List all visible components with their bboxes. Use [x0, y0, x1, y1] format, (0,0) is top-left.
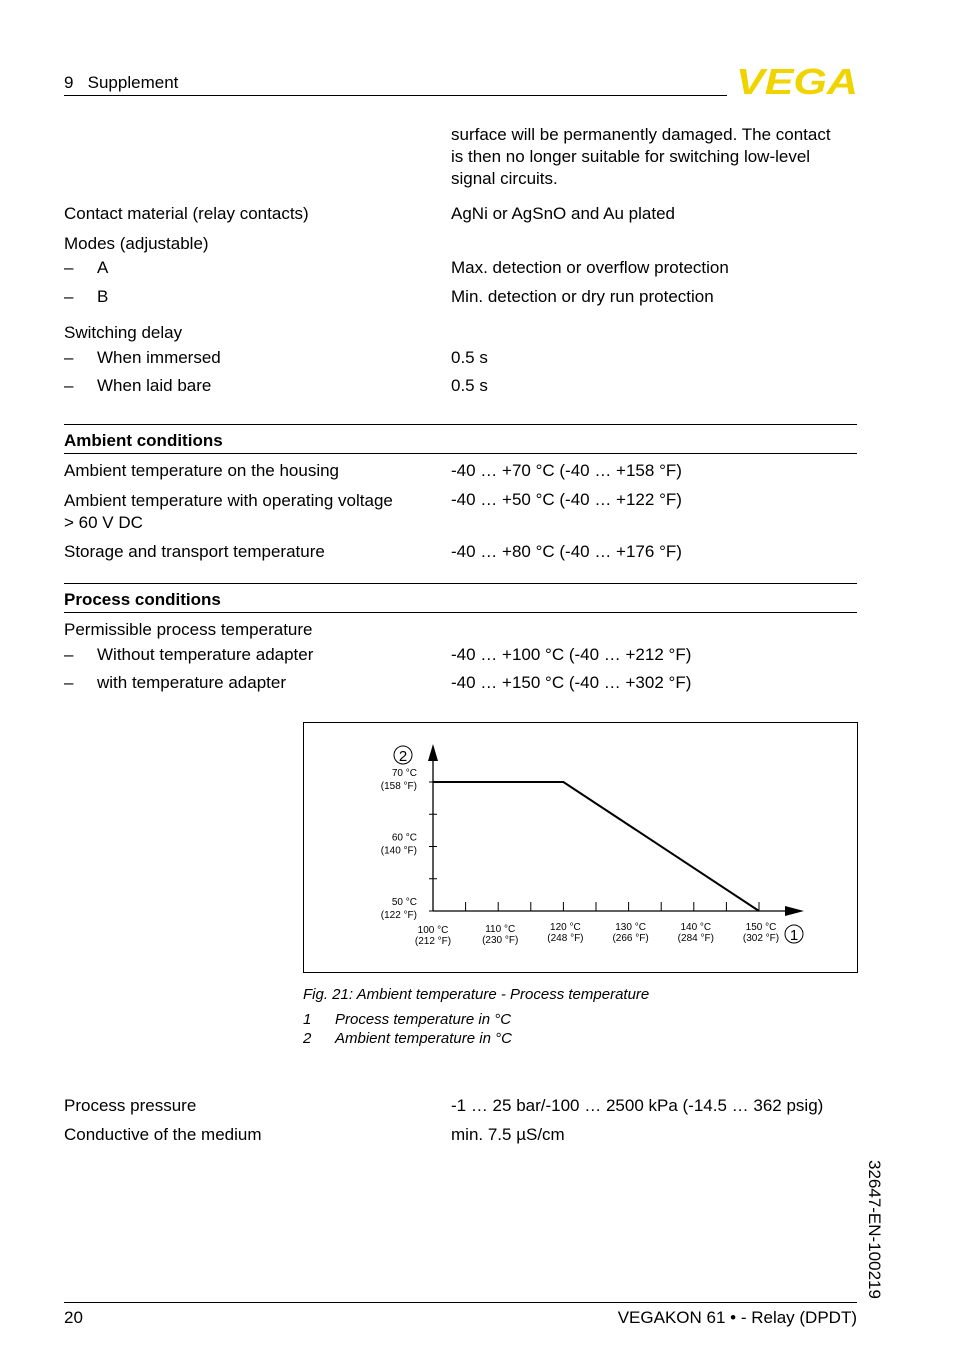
legend-num: 2	[303, 1030, 312, 1047]
section-rule	[64, 612, 857, 613]
delay-dash: –	[64, 376, 74, 395]
intro-line: is then no longer suitable for switching low-level	[451, 147, 811, 166]
permissible-label: Permissible process temperature	[64, 620, 313, 639]
ambient-heading: Ambient conditions	[64, 431, 223, 450]
x-tick-label: (248 °F)	[547, 933, 584, 944]
x-tick-label: (302 °F)	[742, 933, 780, 944]
mode-b-value: Min. detection or dry run protection	[451, 287, 714, 306]
ambient-voltage-line: Ambient temperature with operating voltage	[64, 491, 393, 510]
vega-logo	[736, 66, 858, 96]
y-axis-arrow	[428, 744, 438, 761]
x-tick-label: 100 °C	[417, 925, 449, 936]
footer-doc-title: VEGAKON 61 • - Relay (DPDT)	[617, 1308, 857, 1327]
modes-label: Modes (adjustable)	[64, 234, 209, 253]
conductivity-label: Conductive of the medium	[64, 1125, 262, 1144]
chapter-number: 9	[64, 73, 74, 92]
chapter-heading	[64, 73, 178, 93]
section-rule	[64, 453, 857, 454]
contact-material-label: Contact material (relay contacts)	[64, 204, 309, 223]
mode-b-label: B	[97, 287, 109, 306]
intro-line: signal circuits.	[451, 169, 558, 188]
legend-text: Ambient temperature in °C	[335, 1030, 512, 1047]
chapter-title: Supplement	[87, 73, 179, 92]
switching-delay-label: Switching delay	[64, 323, 183, 342]
storage-temp-value: -40 … +80 °C (-40 … +176 °F)	[451, 542, 682, 561]
legend-text: Process temperature in °C	[335, 1011, 512, 1028]
mode-a-value: Max. detection or overflow protection	[451, 258, 729, 277]
delay-bare-label: When laid bare	[97, 376, 212, 395]
ambient-voltage-label	[64, 490, 393, 534]
ambient-voltage-line: > 60 V DC	[64, 513, 143, 532]
x-tick-label: (266 °F)	[612, 933, 649, 944]
delay-dash: –	[64, 348, 74, 367]
ambient-voltage-value: -40 … +50 °C (-40 … +122 °F)	[451, 490, 682, 509]
storage-temp-label: Storage and transport temperature	[64, 542, 325, 561]
document-code-text: 32647-EN-100219	[865, 1160, 884, 1299]
delay-immersed-value: 0.5 s	[451, 348, 488, 367]
conductivity-value: min. 7.5 µS/cm	[451, 1125, 565, 1144]
process-pressure-label: Process pressure	[64, 1096, 197, 1115]
y-tick-label: (122 °F)	[380, 910, 417, 921]
delay-immersed-label: When immersed	[97, 348, 221, 367]
x-axis-arrow	[785, 906, 804, 916]
figure-frame	[303, 722, 858, 973]
ambient-housing-value: -40 … +70 °C (-40 … +158 °F)	[451, 461, 682, 480]
page-number: 20	[64, 1308, 83, 1327]
legend-num: 1	[303, 1011, 312, 1028]
mode-dash: –	[64, 287, 74, 306]
y-tick-label: (140 °F)	[380, 845, 417, 857]
document-code	[865, 1160, 896, 1310]
footer-rule	[64, 1302, 857, 1303]
x-tick-label: (284 °F)	[677, 933, 714, 944]
mode-a-label: A	[97, 258, 109, 277]
x-tick-label: 140 °C	[680, 922, 712, 933]
x-tick-label: (230 °F)	[482, 935, 519, 946]
x-tick-label: 150 °C	[745, 922, 777, 933]
x-tick-label: 130 °C	[615, 922, 646, 933]
x-axis-marker: 1	[789, 927, 799, 944]
header-rule	[64, 95, 727, 96]
section-rule	[64, 424, 857, 425]
x-tick-label: 120 °C	[550, 922, 581, 933]
temp-dash: –	[64, 673, 74, 692]
figure-caption: Fig. 21: Ambient temperature - Process temperature	[303, 986, 650, 1003]
y-tick-label: 60 °C	[391, 832, 417, 844]
with-adapter-value: -40 … +150 °C (-40 … +302 °F)	[451, 673, 692, 692]
ambient-housing-label: Ambient temperature on the housing	[64, 461, 340, 480]
derating-line	[433, 782, 759, 911]
with-adapter-label: with temperature adapter	[97, 673, 286, 692]
temperature-derating-chart	[304, 723, 857, 972]
without-adapter-value: -40 … +100 °C (-40 … +212 °F)	[451, 645, 692, 664]
x-tick-label: (212 °F)	[414, 936, 452, 947]
mode-dash: –	[64, 258, 74, 277]
y-tick-label: 50 °C	[391, 897, 417, 908]
x-tick-label: 110 °C	[485, 924, 516, 935]
intro-line: surface will be permanently damaged. The contact	[451, 125, 831, 144]
contact-material-value: AgNi or AgSnO and Au plated	[451, 204, 675, 223]
y-tick-label: 70 °C	[391, 768, 417, 779]
y-tick-label: (158 °F)	[380, 781, 417, 792]
vega-logo-text: VEGA	[736, 66, 858, 96]
delay-bare-value: 0.5 s	[451, 376, 488, 395]
temp-dash: –	[64, 645, 74, 664]
process-pressure-value: -1 … 25 bar/-100 … 2500 kPa (-14.5 … 362 psig)	[451, 1096, 824, 1115]
y-axis-marker: 2	[398, 748, 408, 765]
process-heading: Process conditions	[64, 590, 221, 609]
without-adapter-label: Without temperature adapter	[97, 645, 314, 664]
section-rule	[64, 583, 857, 584]
intro-continuation	[451, 124, 831, 190]
